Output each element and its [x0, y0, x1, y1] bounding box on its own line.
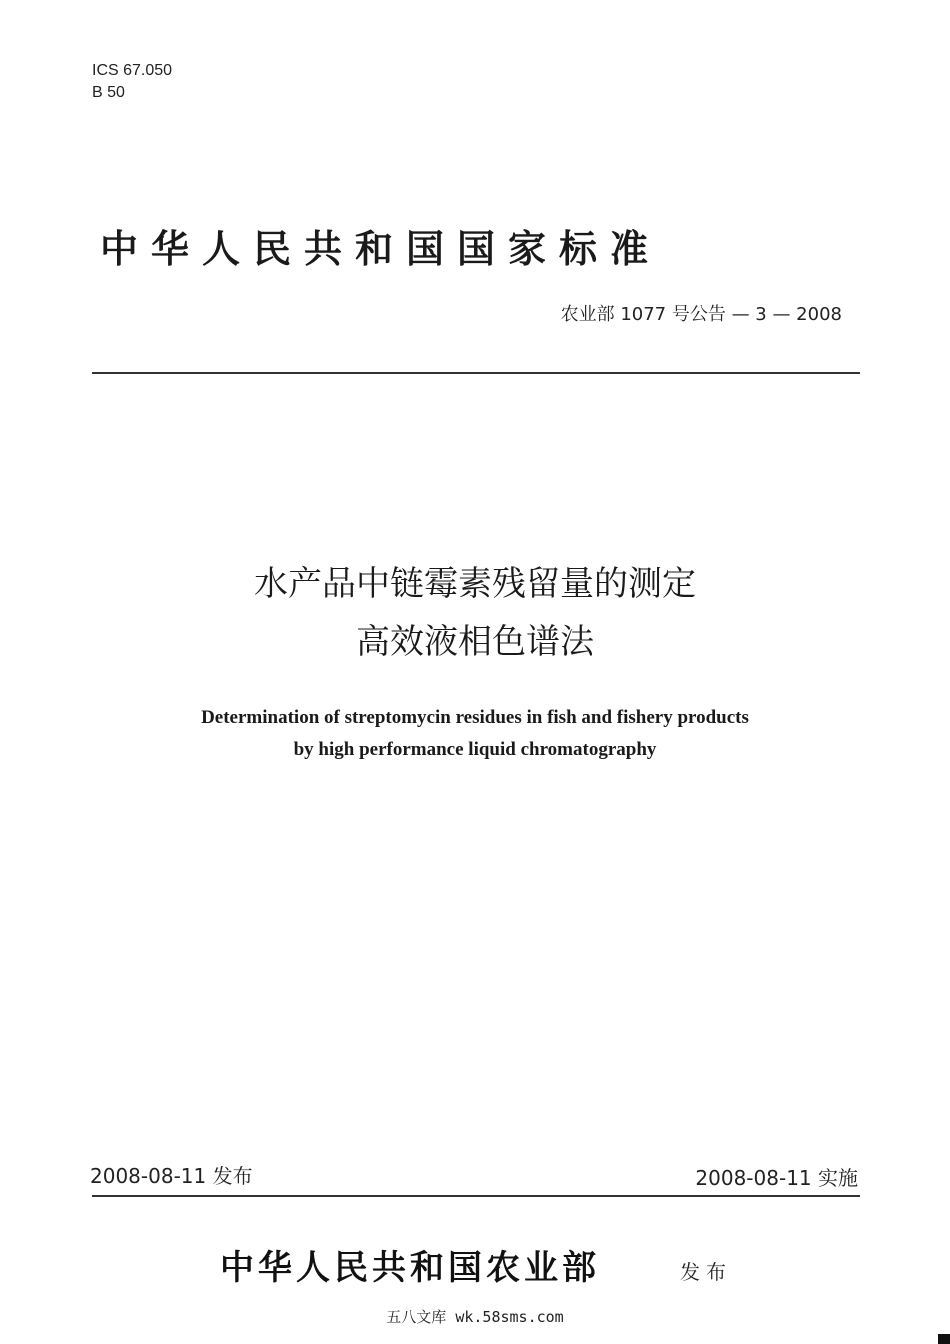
publisher-name: 中华人民共和国农业部 [220, 1248, 600, 1288]
standard-heading: 中华人民共和国国家标准 [100, 227, 662, 271]
implementation-date: 2008-08-11 实施 [695, 1166, 858, 1190]
classification-code: B 50 [92, 84, 125, 101]
ics-code: ICS 67.050 [92, 62, 173, 79]
chinese-title-line2: 高效液相色谱法 [356, 622, 594, 662]
footer-watermark: 五八文库 wk.58sms.com [386, 1308, 564, 1326]
english-title [0, 702, 950, 766]
standard-number: 农业部 1077 号公告 — 3 — 2008 [560, 304, 842, 325]
ics-block [92, 60, 172, 104]
bottom-divider [92, 1195, 860, 1197]
issue-date: 2008-08-11 发布 [90, 1164, 253, 1188]
publisher-suffix: 发布 [680, 1260, 732, 1284]
chinese-title-line1: 水产品中链霉素残留量的测定 [254, 564, 696, 604]
english-title-line1: Determination of streptomycin residues in fish and fishery products [201, 707, 749, 728]
top-divider [92, 372, 860, 374]
corner-mark [938, 1334, 950, 1344]
english-title-line2: by high performance liquid chromatography [293, 739, 657, 760]
chinese-title [0, 555, 950, 671]
